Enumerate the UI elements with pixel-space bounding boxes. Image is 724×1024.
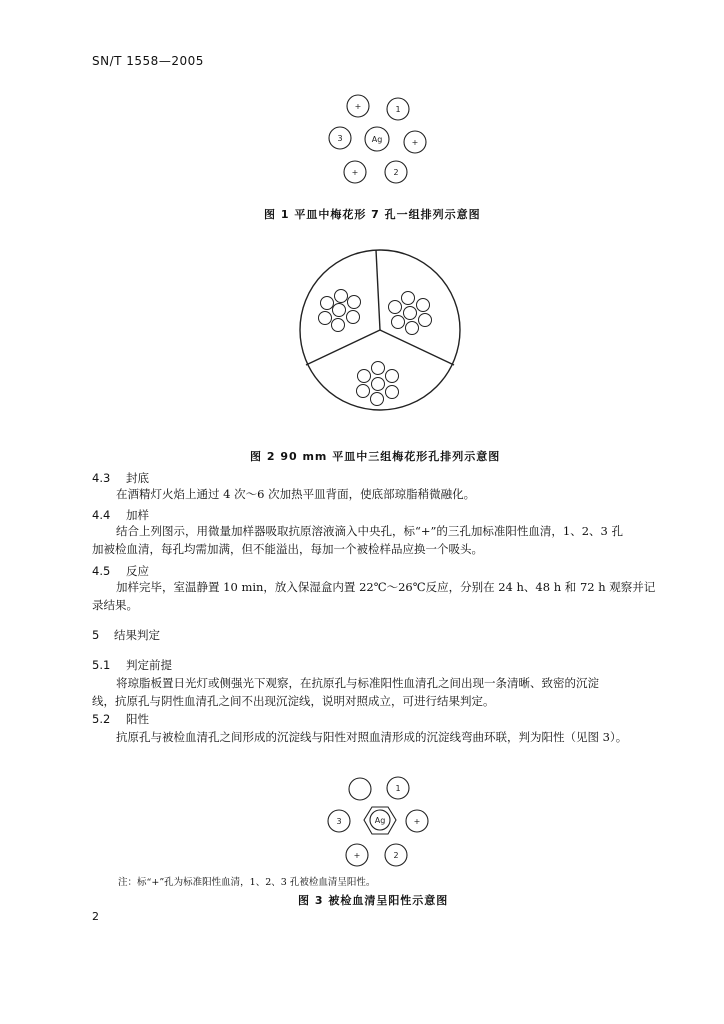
well-label: 2 [393,851,399,860]
well-group-top-right [389,292,432,335]
figure-3-diagram [318,770,440,870]
well-label: 1 [395,784,401,793]
well-group-top-left [319,290,361,332]
section-4-4-text-line1: 结合上列图示，用微量加样器吸取抗原溶液滴入中央孔，标“+”的三孔加标准阳性血清，1、2、3 孔 [116,524,623,538]
section-5-2-text-line1: 抗原孔与被检血清孔之间形成的沉淀线与阳性对照血清形成的沉淀线弯曲环联，判为阳性（见图 3）。 [116,730,628,744]
well-label: 3 [337,134,343,143]
well-label: 3 [336,817,342,826]
section-4-5-text-line1: 加样完毕，室温静置 10 min，放入保湿盒内置 22℃～26℃反应，分别在 24 h、48 h 和 72 h 观察并记 [116,580,656,594]
figure-1-caption: 图 1 平皿中梅花形 7 孔一组排列示意图 [264,208,481,221]
page-number: 2 [92,910,99,923]
well-label: + [351,168,359,177]
section-4-3-heading: 4.3 封底 [92,471,149,485]
well-top-left [349,778,371,800]
center-label: Ag [374,816,386,825]
section-5-1-text-line2: 线，抗原孔与阴性血清孔之间不出现沉淀线，说明对照成立，可进行结果判定。 [92,694,495,708]
section-5-heading: 5 结果判定 [92,628,160,642]
section-4-4-heading: 4.4 加样 [92,508,149,522]
well-label: + [354,102,362,111]
figure-2-caption: 图 2 90 mm 平皿中三组梅花形孔排列示意图 [250,450,501,463]
section-5-1-text-line1: 将琼脂板置日光灯或侧强光下观察，在抗原孔与标准阳性血清孔之间出现一条清晰、致密的沉淀 [116,676,599,690]
section-4-4-text-line2: 加被检血清，每孔均需加满，但不能溢出，每加一个被检样品应换一个吸头。 [92,542,483,556]
figure-3-caption: 图 3 被检血清呈阳性示意图 [298,894,449,907]
divider-line [376,250,380,330]
well-label: 2 [393,168,399,177]
section-5-1-heading: 5.1 判定前提 [92,658,172,672]
figure-3-note: 注：标“+”孔为标准阳性血清，1、2、3 孔被检血清呈阳性。 [118,877,376,888]
divider-line [306,330,380,365]
well-label: 1 [395,105,401,114]
standard-code: SN/T 1558—2005 [92,54,204,68]
divider-line [380,330,454,365]
well-group-bottom [357,362,399,406]
well-label: + [353,851,361,860]
well-label: + [413,817,421,826]
section-4-5-heading: 4.5 反应 [92,564,149,578]
section-4-5-text-line2: 录结果。 [92,598,138,612]
center-label: Ag [371,135,383,144]
section-5-2-heading: 5.2 阳性 [92,712,149,726]
figure-2-diagram [298,230,462,420]
section-4-3-text: 在酒精灯火焰上通过 4 次～6 次加热平皿背面，使底部琼脂稍微融化。 [116,487,476,501]
well-label: + [411,138,419,147]
figure-1-diagram [320,92,440,192]
